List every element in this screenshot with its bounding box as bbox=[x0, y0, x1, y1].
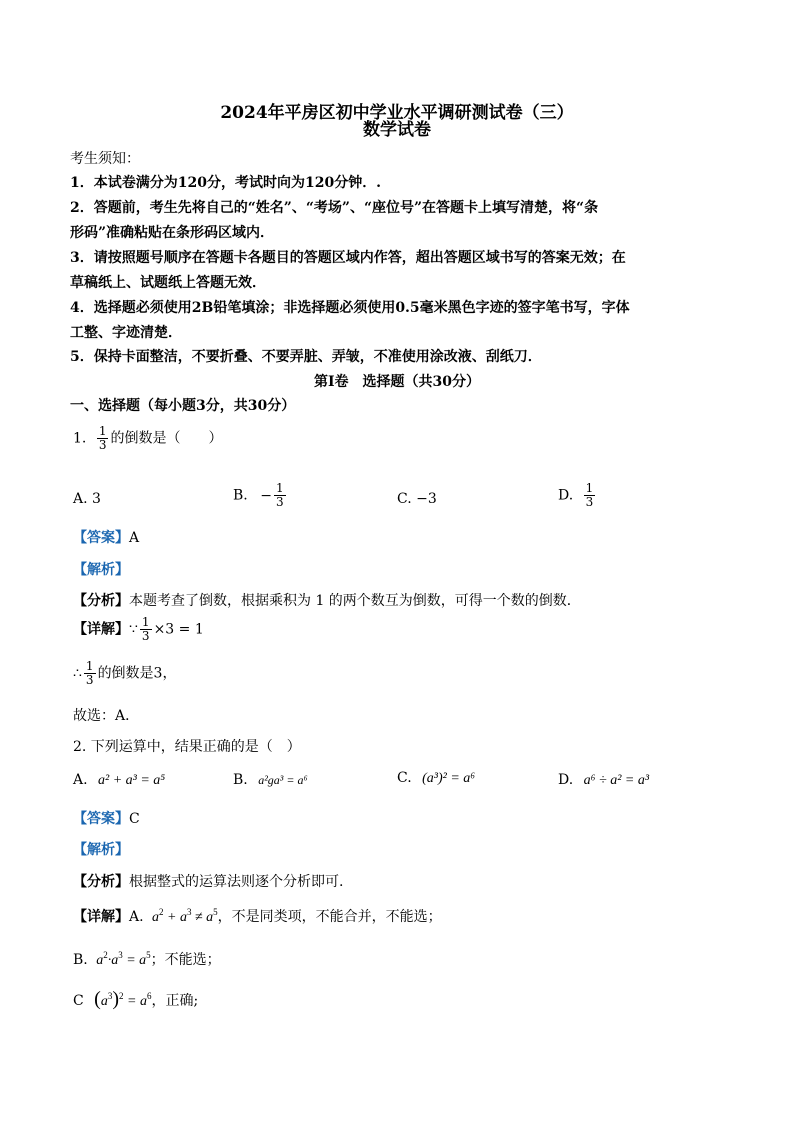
q1-option-d: D. $\frac{1}{3}$ bbox=[558, 481, 594, 509]
q2-detail-a-expr: $a^2 + a^3 \ne a^5$ bbox=[152, 907, 218, 925]
q2-detail-c-expr: $(a^3)^2 = a^6$ bbox=[94, 988, 152, 1010]
notice-item-4b: 工整、字迹清楚． bbox=[70, 325, 182, 341]
q1-conclusion: 故选：A． bbox=[73, 708, 140, 724]
q1-stem bbox=[73, 425, 222, 452]
exam-title: 2024年平房区初中学业水平调研测试卷（三） bbox=[220, 103, 574, 123]
notice-item-2a: 2．答题前，考生先将自己的“姓名”、“考场”、“座位号”在答题卡上填写清楚，将“条 bbox=[70, 200, 599, 216]
q2-detail-b-expr: $a^2\cdot a^3 = a^5$ bbox=[96, 950, 151, 968]
q2-fenxi: 【分析】根据整式的运算法则逐个分析即可. bbox=[73, 874, 344, 890]
q2-option-b: B. a²ga³ = a⁶ bbox=[233, 772, 308, 788]
q1-number: 1. bbox=[73, 430, 87, 447]
q1-answer: 【答案】A bbox=[73, 530, 140, 546]
q1-analysis-tag: 【解析】 bbox=[73, 562, 129, 578]
q1-fraction: $\frac{1}{3}$ bbox=[98, 424, 107, 452]
q2-option-a: A. a² + a³ = a⁵ bbox=[73, 772, 166, 788]
notice-item-3a: 3．请按照题号顺序在答题卡各题目的答题区域内作答，超出答题区域书写的答案无效；在 bbox=[70, 250, 626, 266]
q2-option-c: C. (a³)² = a⁶ bbox=[397, 770, 476, 786]
q1-step2: ∴ $\frac{1}{3}$ 的倒数是3， bbox=[73, 659, 177, 687]
q2-option-d: D. a⁶ ÷ a² = a³ bbox=[558, 772, 650, 788]
q2-detail-b: B. $a^2\cdot a^3 = a^5$；不能选； bbox=[73, 950, 221, 968]
exam-subtitle: 数学试卷 bbox=[363, 120, 431, 140]
q1-option-c: C. −3 bbox=[397, 491, 437, 507]
q2-detail-c: C $(a^3)^2 = a^6$，正确; bbox=[73, 988, 199, 1010]
q2-answer: 【答案】C bbox=[73, 811, 140, 827]
notice-item-4a: 4．选择题必须使用2B铅笔填涂；非选择题必须使用0.5毫米黑色字迹的签字笔书写，字体 bbox=[70, 300, 630, 316]
notice-item-2b: 形码”准确粘贴在条形码区域内． bbox=[70, 225, 275, 241]
q1-option-b: B. − $\frac{1}{3}$ bbox=[233, 481, 284, 509]
section-heading: 一、选择题（每小题3分，共30分） bbox=[70, 398, 296, 414]
notice-heading: 考生须知： bbox=[70, 151, 140, 167]
q2-stem: 2. 下列运算中，结果正确的是（ ） bbox=[73, 739, 301, 755]
q2-analysis-tag: 【解析】 bbox=[73, 842, 129, 858]
notice-item-3b: 草稿纸上、试题纸上答题无效． bbox=[70, 275, 266, 291]
q1-detail: 【详解】∵ $\frac{1}{3}$ ×3 = 1 bbox=[73, 615, 204, 643]
q1-option-a: A. 3 bbox=[73, 491, 101, 507]
q1-fenxi: 【分析】本题考查了倒数，根据乘积为 1 的两个数互为倒数，可得一个数的倒数． bbox=[73, 593, 581, 609]
q2-detail-a: 【详解】A. $a^2 + a^3 \ne a^5$，不是同类项，不能合并，不能选； bbox=[73, 907, 442, 925]
notice-item-5: 5．保持卡面整洁，不要折叠、不要弄脏、弄皱，不准使用涂改液、刮纸刀． bbox=[70, 349, 542, 365]
notice-item-1: 1．本试卷满分为120分，考试时向为120分钟．. bbox=[70, 175, 382, 191]
part1-heading: 第Ⅰ卷 选择题（共30分） bbox=[313, 374, 481, 390]
q1-stem-text: 的倒数是（ ） bbox=[110, 430, 223, 447]
